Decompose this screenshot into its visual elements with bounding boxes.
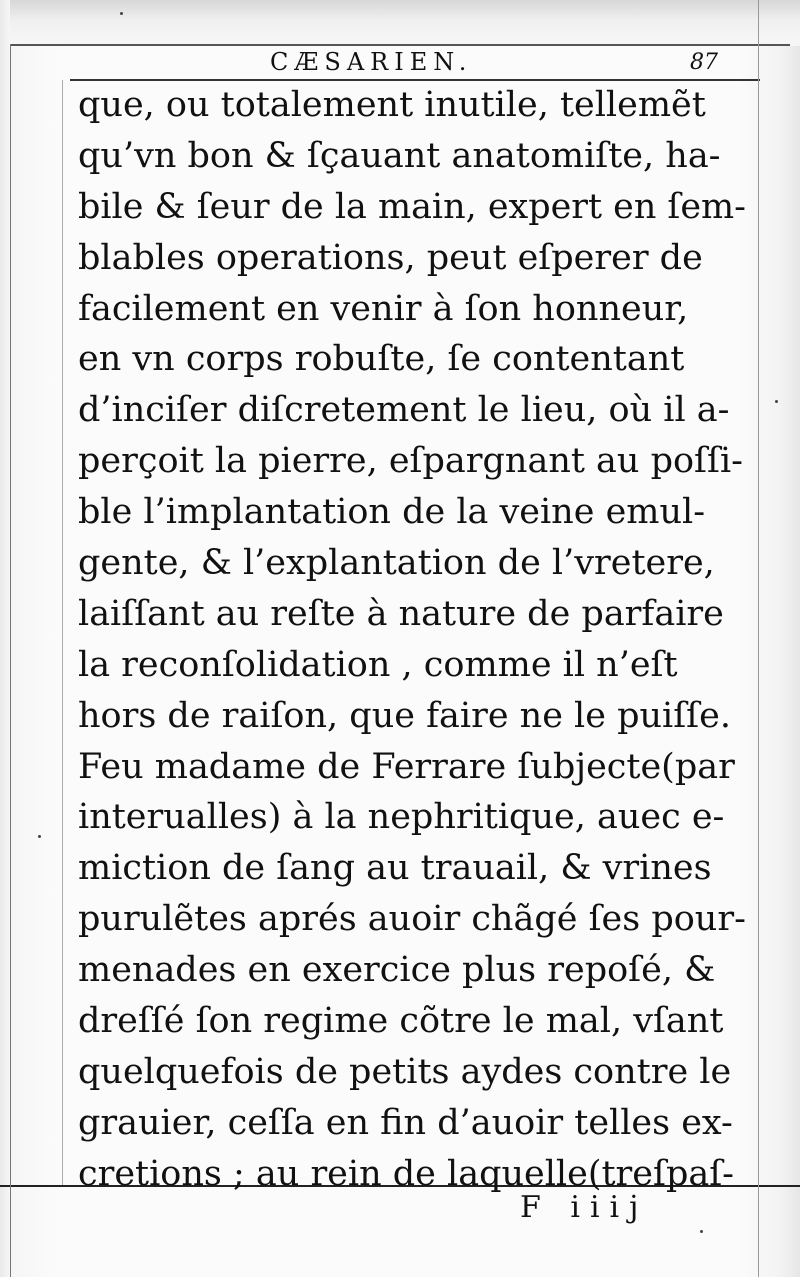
text-line: cretions ; au rein de laquelle(treſpaſ- <box>78 1153 734 1194</box>
page-number: 87 <box>690 50 718 75</box>
left-frame-rule <box>10 44 11 1277</box>
text-line: laiſſant au reſte à nature de parfaire <box>78 593 724 634</box>
text-line: hors de raiſon, que faire ne le puiſſe. <box>78 695 731 736</box>
text-line: grauier, ceſſa en fin d’auoir telles ex- <box>78 1102 733 1143</box>
ink-speck <box>38 835 41 838</box>
text-line: gente, & l’explantation de l’vretere, <box>78 543 715 584</box>
text-line: miction de ſang au trauail, & vrines <box>78 848 712 889</box>
text-line: blables operations, peut eſperer de <box>78 237 703 278</box>
text-line: menades en exercice plus repoſé, & <box>78 950 716 991</box>
body-text <box>78 80 746 1200</box>
ink-speck <box>700 1230 703 1233</box>
text-line: perçoit la pierre, eſpargnant au poſſi- <box>78 441 743 482</box>
top-frame-rule <box>10 44 790 46</box>
inner-margin-rule <box>62 80 63 1185</box>
text-line: facilement en venir à ſon honneur, <box>78 288 689 329</box>
text-line: ble l’implantation de la veine emul- <box>78 492 706 533</box>
text-line: qu’vn bon & ſçauant anatomiſte, ha- <box>78 135 721 176</box>
signature-mark: F iiij <box>520 1190 649 1225</box>
text-line: purulẽtes aprés auoir chãgé ſes pour- <box>78 899 746 940</box>
text-line: interualles) à la nephritique, auec e- <box>78 797 725 838</box>
page-top-edge <box>10 0 800 46</box>
text-line: que, ou totalement inutile, tellemẽt <box>78 85 706 125</box>
running-head: CÆSARIEN. <box>270 48 473 76</box>
text-line: en vn corps robuſte, ſe contentant <box>78 339 685 380</box>
ink-speck <box>775 400 778 403</box>
right-frame-rule <box>758 0 759 1277</box>
text-line: bile & ſeur de la main, expert en ſem- <box>78 186 746 227</box>
ink-speck <box>120 12 123 15</box>
text-line: dreſſé ſon regime cõtre le mal, vſant <box>78 1001 724 1042</box>
text-line: Feu madame de Ferrare ſubjecte(par <box>78 746 735 787</box>
text-line: quelquefois de petits aydes contre le <box>78 1051 732 1092</box>
text-line: la reconſolidation , comme il n’eſt <box>78 644 678 685</box>
text-line: d’inciſer diſcretement le lieu, où il a- <box>78 390 730 431</box>
